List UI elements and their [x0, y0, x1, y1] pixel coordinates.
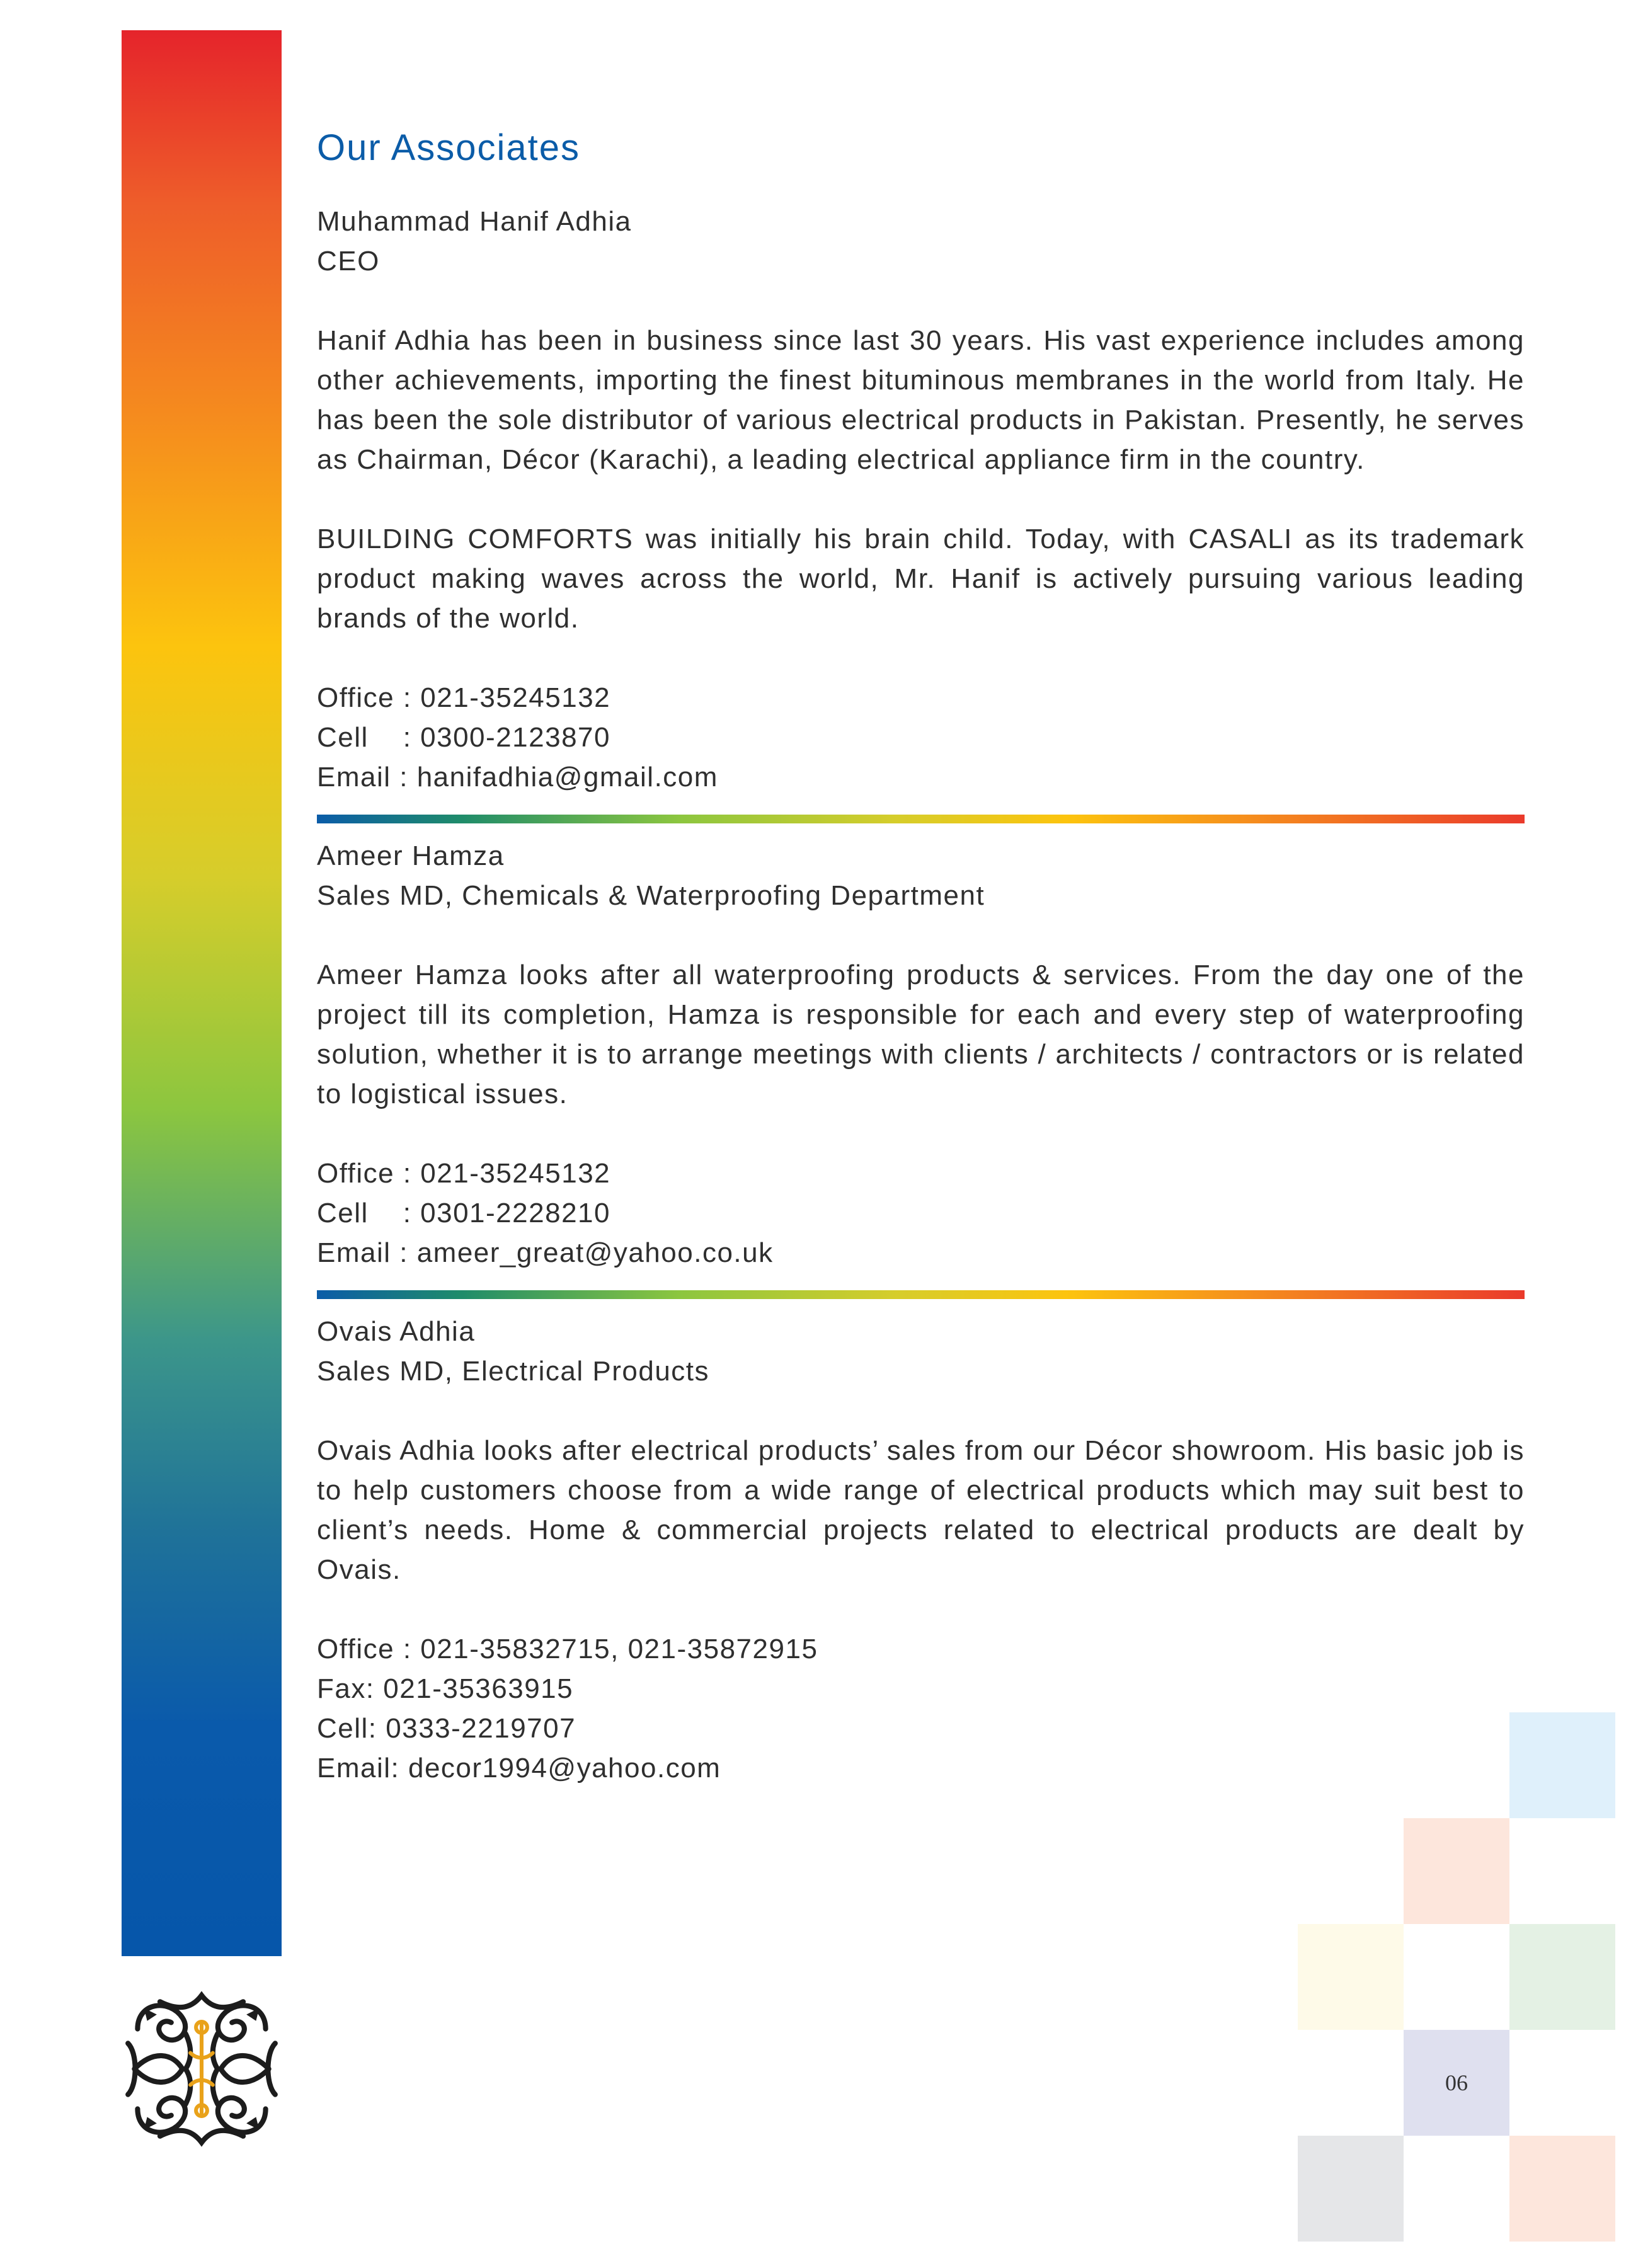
associate-name: Ovais Adhia: [317, 1316, 476, 1347]
office-phone: Office : 021-35832715, 021-35872915: [317, 1634, 818, 1664]
cell-phone: Cell : 0301-2228210: [317, 1198, 610, 1228]
associate-bio-paragraph: Hanif Adhia has been in business since last 30 years. His vast experience includes among other achievements, importing the finest bituminous membranes in the world from Italy. He has been the sole distributor of various electrical products in Pakistan. Presently, he serves as Chairman, Décor (Karachi), a leading electrical appliance firm in the country.: [317, 325, 1525, 475]
email-address: Email : ameer_great@yahoo.co.uk: [317, 1237, 774, 1268]
rainbow-side-bar: [122, 30, 282, 1956]
decorative-mosaic-tile: [1298, 1924, 1404, 2030]
associate-role: Sales MD, Chemicals & Waterproofing Department: [317, 880, 985, 911]
associate-bio-paragraph: BUILDING COMFORTS was initially his brain child. Today, with CASALI as its trademark product making waves across the world, Mr. Hanif is actively pursuing various leading brands of the world.: [317, 524, 1525, 634]
office-phone: Office : 021-35245132: [317, 1158, 611, 1189]
associate-section-hanif: [317, 202, 1525, 797]
rainbow-divider: [317, 1290, 1525, 1299]
decorative-mosaic-tile: [1509, 1712, 1615, 1818]
associate-bio-paragraph: Ovais Adhia looks after electrical products’ sales from our Décor showroom. His basic job is to help customers choose from a wide range of electrical products which may suit best to client’s needs. Home & commercial projects related to electrical products are dealt by Ovais.: [317, 1435, 1525, 1585]
associate-role: Sales MD, Electrical Products: [317, 1356, 710, 1387]
ornamental-monogram-logo-icon: [122, 1989, 282, 2149]
cell-phone: Cell : 0300-2123870: [317, 722, 610, 753]
associate-section-ameer: [317, 836, 1525, 1273]
decorative-mosaic-tile: [1509, 1924, 1615, 2030]
associate-bio-paragraph: Ameer Hamza looks after all waterproofing products & services. From the day one of the project till its completion, Hamza is responsible for each and every step of waterproofing solution, whether it is to arrange meetings with clients / architects / contractors or is related to logistical issues.: [317, 959, 1525, 1109]
fax-number: Fax: 021-35363915: [317, 1673, 574, 1704]
email-address: Email : hanifadhia@gmail.com: [317, 762, 718, 793]
cell-phone: Cell: 0333-2219707: [317, 1713, 576, 1744]
associate-role: CEO: [317, 246, 380, 277]
office-phone: Office : 021-35245132: [317, 682, 611, 713]
associate-section-ovais: [317, 1312, 1525, 1788]
associate-name: Ameer Hamza: [317, 840, 505, 871]
page-number: 06: [1445, 2070, 1468, 2095]
decorative-mosaic-tile: [1404, 1818, 1509, 1924]
associates-content: [317, 126, 1525, 1788]
associate-contact-block: [317, 678, 1525, 797]
associate-name: Muhammad Hanif Adhia: [317, 206, 632, 237]
rainbow-divider: [317, 815, 1525, 823]
associate-contact-block: [317, 1629, 1525, 1788]
decorative-mosaic-tile: [1509, 2136, 1615, 2242]
associate-contact-block: [317, 1154, 1525, 1273]
decorative-mosaic-tile: [1298, 2136, 1404, 2242]
page-title: Our Associates: [317, 127, 581, 168]
email-address: Email: decor1994@yahoo.com: [317, 1753, 721, 1784]
